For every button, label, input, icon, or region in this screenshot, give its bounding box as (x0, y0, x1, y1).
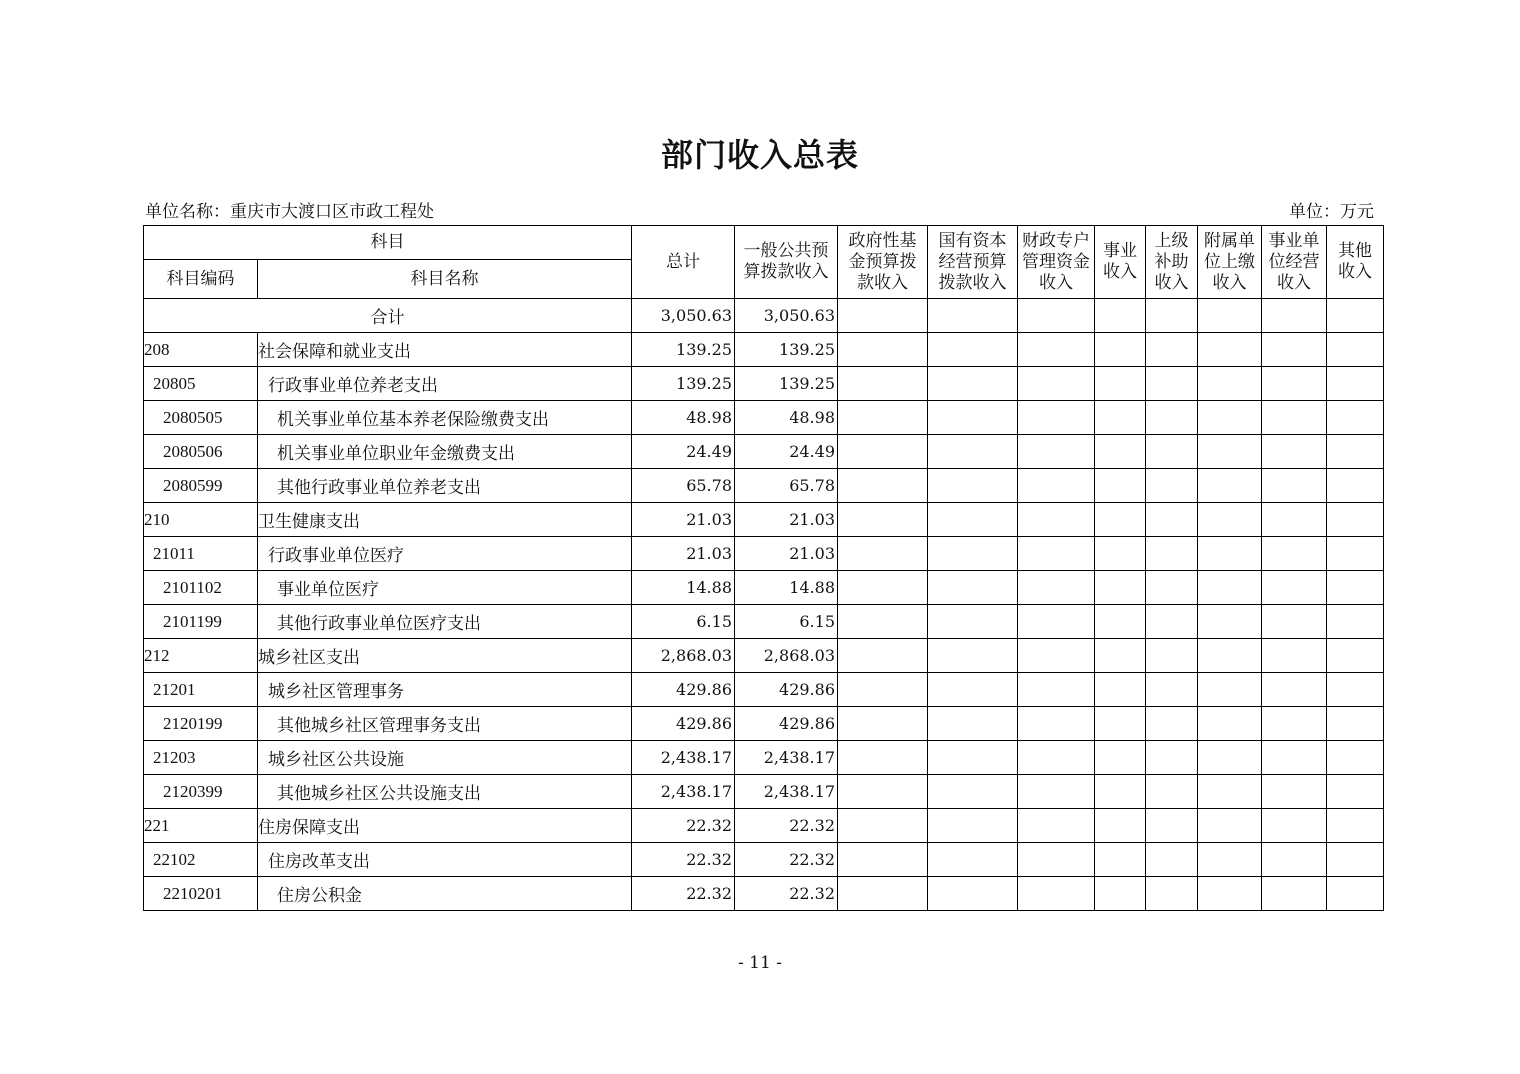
unit-name: 单位名称：重庆市大渡口区市政工程处 (145, 202, 434, 222)
empty-cell (1262, 741, 1327, 775)
subject-code-cell: 2080506 (144, 435, 258, 469)
empty-cell (1146, 435, 1198, 469)
subject-code-cell: 21203 (144, 741, 258, 775)
table-row (144, 537, 1384, 571)
empty-cell (1262, 401, 1327, 435)
empty-cell (1198, 877, 1262, 911)
table-row (144, 401, 1384, 435)
header-affiliated-income: 附属单 位上缴 收入 (1198, 226, 1262, 299)
empty-cell (1146, 469, 1198, 503)
empty-cell (928, 571, 1018, 605)
total-cell: 429.86 (632, 673, 735, 707)
total-cell: 2,438.17 (632, 741, 735, 775)
empty-cell (1095, 639, 1146, 673)
table-row (144, 367, 1384, 401)
table-row (144, 741, 1384, 775)
empty-cell (1327, 639, 1384, 673)
subject-name-cell: 其他城乡社区管理事务支出 (258, 707, 632, 741)
table-row (144, 707, 1384, 741)
general-budget-cell: 21.03 (735, 503, 838, 537)
empty-cell (1095, 809, 1146, 843)
empty-cell (1327, 503, 1384, 537)
general-budget-cell: 139.25 (735, 367, 838, 401)
empty-cell (838, 843, 928, 877)
empty-cell (1327, 605, 1384, 639)
general-budget-cell: 22.32 (735, 809, 838, 843)
empty-cell (928, 537, 1018, 571)
total-cell: 139.25 (632, 367, 735, 401)
empty-cell (1262, 571, 1327, 605)
total-cell: 22.32 (632, 843, 735, 877)
empty-cell (1198, 809, 1262, 843)
empty-cell (1327, 741, 1384, 775)
general-budget-cell: 24.49 (735, 435, 838, 469)
empty-cell (1198, 605, 1262, 639)
empty-cell (1095, 333, 1146, 367)
table-row (144, 775, 1384, 809)
empty-cell (1146, 741, 1198, 775)
table-row (144, 809, 1384, 843)
unit-label: 单位：万元 (1289, 202, 1374, 222)
empty-cell (928, 605, 1018, 639)
empty-cell (1198, 367, 1262, 401)
empty-cell (838, 673, 928, 707)
empty-cell (838, 469, 928, 503)
empty-cell (1198, 401, 1262, 435)
total-value: 3,050.63 (632, 299, 735, 333)
general-budget-cell: 22.32 (735, 877, 838, 911)
subject-code-cell: 21011 (144, 537, 258, 571)
header-subject-name: 科目名称 (258, 260, 632, 299)
empty-cell (1327, 775, 1384, 809)
empty-cell (1146, 673, 1198, 707)
empty-cell (1198, 673, 1262, 707)
total-cell: 2,868.03 (632, 639, 735, 673)
total-cell: 24.49 (632, 435, 735, 469)
empty-cell (1327, 877, 1384, 911)
empty-cell (838, 707, 928, 741)
empty-cell (838, 605, 928, 639)
header-subject-code: 科目编码 (144, 260, 258, 299)
table-row (144, 503, 1384, 537)
empty-cell (1018, 639, 1095, 673)
header-total: 总计 (632, 226, 735, 299)
empty-cell (1018, 809, 1095, 843)
subject-code-cell: 20805 (144, 367, 258, 401)
empty-cell (1095, 401, 1146, 435)
general-budget-cell: 6.15 (735, 605, 838, 639)
total-cell: 429.86 (632, 707, 735, 741)
subject-name-cell: 住房保障支出 (258, 809, 632, 843)
subject-code-cell: 2080505 (144, 401, 258, 435)
page-number: - 11 - (738, 953, 782, 973)
general-budget-cell: 14.88 (735, 571, 838, 605)
empty-cell (1262, 673, 1327, 707)
subject-name-cell: 行政事业单位医疗 (258, 537, 632, 571)
empty-cell (838, 809, 928, 843)
empty-cell (1095, 571, 1146, 605)
empty-cell (1095, 843, 1146, 877)
table-row (144, 435, 1384, 469)
header-special-fund: 财政专户 管理资金 收入 (1018, 226, 1095, 299)
empty-cell (1262, 333, 1327, 367)
empty-cell (1146, 333, 1198, 367)
empty-cell (838, 571, 928, 605)
header-subject: 科目 (144, 226, 632, 260)
subject-code-cell: 208 (144, 333, 258, 367)
empty-cell (1018, 741, 1095, 775)
empty-cell (1262, 435, 1327, 469)
empty-cell (838, 639, 928, 673)
subject-name-cell: 事业单位医疗 (258, 571, 632, 605)
empty-cell (1095, 605, 1146, 639)
general-budget-cell: 429.86 (735, 707, 838, 741)
empty-cell (1327, 673, 1384, 707)
empty-cell (1146, 605, 1198, 639)
empty-cell (1262, 775, 1327, 809)
empty-cell (838, 537, 928, 571)
empty-cell (1018, 503, 1095, 537)
empty-cell (1018, 843, 1095, 877)
header-business-income: 事业 收入 (1095, 226, 1146, 299)
empty-cell (928, 843, 1018, 877)
total-row (144, 299, 1384, 333)
empty-cell (1018, 469, 1095, 503)
subject-code-cell: 2101199 (144, 605, 258, 639)
income-summary-table (143, 225, 1384, 911)
empty-cell (1018, 435, 1095, 469)
empty-cell (838, 401, 928, 435)
table-row (144, 877, 1384, 911)
empty-cell (1198, 639, 1262, 673)
empty-cell (1095, 775, 1146, 809)
table-row (144, 333, 1384, 367)
empty-cell (1262, 503, 1327, 537)
header-gov-fund: 政府性基 金预算拨 款收入 (838, 226, 928, 299)
subject-code-cell: 210 (144, 503, 258, 537)
empty-cell (1146, 367, 1198, 401)
empty-cell (1262, 367, 1327, 401)
subject-name-cell: 其他行政事业单位医疗支出 (258, 605, 632, 639)
empty-cell (1327, 469, 1384, 503)
general-budget-cell: 2,438.17 (735, 741, 838, 775)
empty-cell (928, 503, 1018, 537)
empty-cell (1146, 639, 1198, 673)
total-cell: 139.25 (632, 333, 735, 367)
table-row (144, 469, 1384, 503)
empty-cell (1262, 537, 1327, 571)
empty-cell (1262, 843, 1327, 877)
subject-name-cell: 住房公积金 (258, 877, 632, 911)
subject-code-cell: 22102 (144, 843, 258, 877)
empty-cell (1146, 877, 1198, 911)
empty-cell (1146, 571, 1198, 605)
empty-cell (1198, 843, 1262, 877)
total-cell: 14.88 (632, 571, 735, 605)
empty-cell (1146, 503, 1198, 537)
empty-cell (1095, 537, 1146, 571)
subject-name-cell: 行政事业单位养老支出 (258, 367, 632, 401)
table-row (144, 639, 1384, 673)
subject-name-cell: 城乡社区支出 (258, 639, 632, 673)
subject-name-cell: 城乡社区管理事务 (258, 673, 632, 707)
empty-cell (1198, 571, 1262, 605)
empty-cell (1327, 401, 1384, 435)
general-budget-cell: 139.25 (735, 333, 838, 367)
header-operating-income: 事业单 位经营 收入 (1262, 226, 1327, 299)
empty-cell (1198, 707, 1262, 741)
empty-cell (1262, 809, 1327, 843)
empty-cell (838, 367, 928, 401)
empty-cell (1095, 741, 1146, 775)
empty-cell (1146, 401, 1198, 435)
empty-cell (1095, 435, 1146, 469)
general-budget-cell: 21.03 (735, 537, 838, 571)
header-general-budget: 一般公共预 算拨款收入 (735, 226, 838, 299)
empty-cell (928, 707, 1018, 741)
empty-cell (1198, 537, 1262, 571)
table-row (144, 673, 1384, 707)
total-cell: 48.98 (632, 401, 735, 435)
empty-cell (1018, 673, 1095, 707)
empty-cell (1262, 877, 1327, 911)
empty-cell (1146, 775, 1198, 809)
total-cell: 22.32 (632, 877, 735, 911)
total-cell: 65.78 (632, 469, 735, 503)
empty-cell (1018, 367, 1095, 401)
empty-cell (1327, 707, 1384, 741)
empty-cell (928, 639, 1018, 673)
empty-cell (1198, 741, 1262, 775)
empty-cell (1095, 367, 1146, 401)
empty-cell (1018, 877, 1095, 911)
subject-name-cell: 机关事业单位基本养老保险缴费支出 (258, 401, 632, 435)
empty-cell (1327, 367, 1384, 401)
total-cell: 21.03 (632, 537, 735, 571)
empty-cell (1262, 707, 1327, 741)
empty-cell (1327, 537, 1384, 571)
header-other-income: 其他 收入 (1327, 226, 1384, 299)
total-cell: 21.03 (632, 503, 735, 537)
empty-cell (928, 877, 1018, 911)
empty-cell (928, 333, 1018, 367)
empty-cell (928, 469, 1018, 503)
empty-cell (928, 401, 1018, 435)
empty-cell (838, 503, 928, 537)
empty-cell (1095, 469, 1146, 503)
general-budget-cell: 48.98 (735, 401, 838, 435)
header-state-capital: 国有资本 经营预算 拨款收入 (928, 226, 1018, 299)
empty-cell (1198, 503, 1262, 537)
subject-code-cell: 2080599 (144, 469, 258, 503)
subject-code-cell: 21201 (144, 673, 258, 707)
subject-code-cell: 212 (144, 639, 258, 673)
empty-cell (1018, 707, 1095, 741)
empty-cell (838, 435, 928, 469)
empty-cell (1146, 707, 1198, 741)
empty-cell (1095, 503, 1146, 537)
empty-cell (928, 775, 1018, 809)
total-label: 合计 (144, 299, 632, 333)
empty-cell (1018, 537, 1095, 571)
empty-cell (928, 435, 1018, 469)
header-superior-subsidy: 上级 补助 收入 (1146, 226, 1198, 299)
empty-cell (1327, 809, 1384, 843)
page-title: 部门收入总表 (660, 136, 859, 174)
table-row (144, 605, 1384, 639)
empty-cell (1262, 639, 1327, 673)
empty-cell (1095, 877, 1146, 911)
empty-cell (928, 809, 1018, 843)
empty-cell (1262, 469, 1327, 503)
subject-code-cell: 221 (144, 809, 258, 843)
empty-cell (1327, 435, 1384, 469)
subject-name-cell: 其他行政事业单位养老支出 (258, 469, 632, 503)
subject-name-cell: 社会保障和就业支出 (258, 333, 632, 367)
empty-cell (1146, 809, 1198, 843)
subject-name-cell: 住房改革支出 (258, 843, 632, 877)
empty-cell (1018, 401, 1095, 435)
total-cell: 6.15 (632, 605, 735, 639)
empty-cell (838, 333, 928, 367)
general-budget-cell: 65.78 (735, 469, 838, 503)
empty-cell (838, 775, 928, 809)
general-budget-cell: 2,438.17 (735, 775, 838, 809)
empty-cell (1095, 673, 1146, 707)
empty-cell (928, 741, 1018, 775)
empty-cell (1198, 435, 1262, 469)
empty-cell (1018, 605, 1095, 639)
empty-cell (1198, 333, 1262, 367)
total-cell: 22.32 (632, 809, 735, 843)
subject-code-cell: 2120199 (144, 707, 258, 741)
empty-cell (1095, 707, 1146, 741)
subject-code-cell: 2120399 (144, 775, 258, 809)
table-row (144, 571, 1384, 605)
general-budget-cell: 2,868.03 (735, 639, 838, 673)
empty-cell (1327, 571, 1384, 605)
subject-name-cell: 机关事业单位职业年金缴费支出 (258, 435, 632, 469)
empty-cell (1198, 469, 1262, 503)
subject-code-cell: 2210201 (144, 877, 258, 911)
empty-cell (838, 741, 928, 775)
empty-cell (1018, 571, 1095, 605)
empty-cell (1198, 775, 1262, 809)
empty-cell (1327, 843, 1384, 877)
empty-cell (928, 367, 1018, 401)
empty-cell (928, 673, 1018, 707)
empty-cell (838, 877, 928, 911)
subject-code-cell: 2101102 (144, 571, 258, 605)
total-cell: 2,438.17 (632, 775, 735, 809)
empty-cell (1018, 775, 1095, 809)
subject-name-cell: 卫生健康支出 (258, 503, 632, 537)
empty-cell (1018, 333, 1095, 367)
total-general-value: 3,050.63 (735, 299, 838, 333)
empty-cell (1262, 605, 1327, 639)
table-row (144, 843, 1384, 877)
empty-cell (1146, 843, 1198, 877)
empty-cell (1327, 333, 1384, 367)
general-budget-cell: 22.32 (735, 843, 838, 877)
empty-cell (1146, 537, 1198, 571)
general-budget-cell: 429.86 (735, 673, 838, 707)
subject-name-cell: 城乡社区公共设施 (258, 741, 632, 775)
subject-name-cell: 其他城乡社区公共设施支出 (258, 775, 632, 809)
